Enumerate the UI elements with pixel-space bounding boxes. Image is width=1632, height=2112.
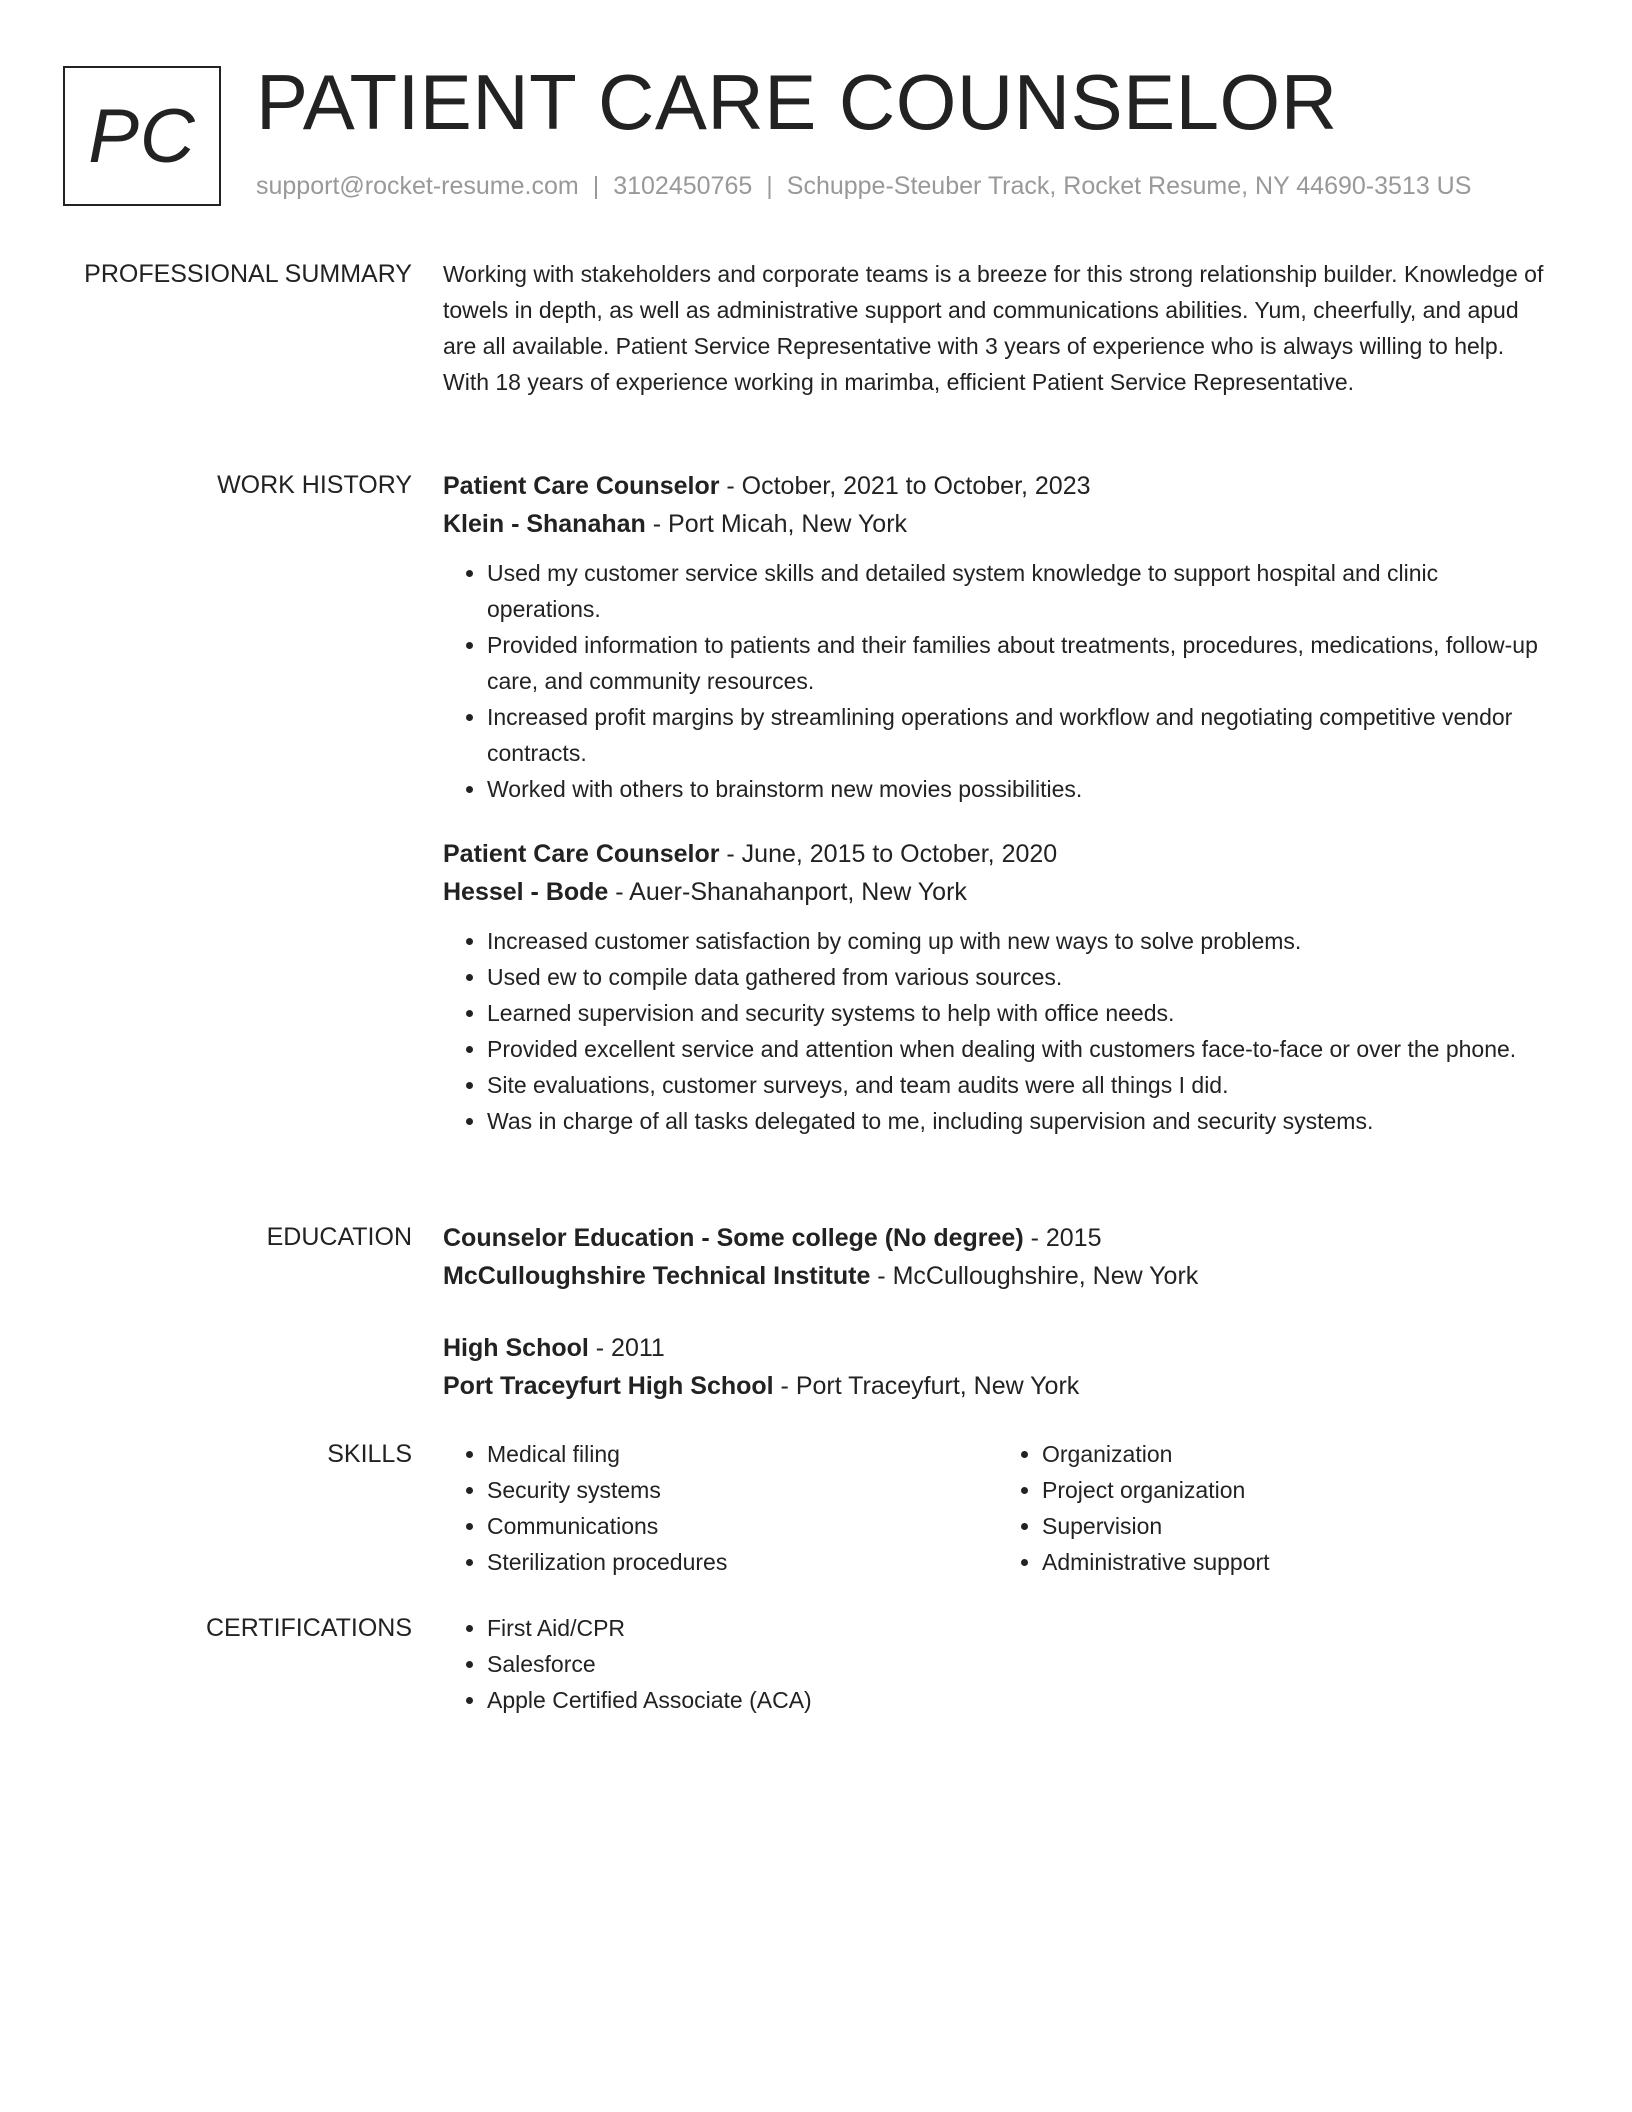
job-location: - Auer-Shanahanport, New York (608, 878, 967, 906)
contact-phone[interactable]: 3102450765 (613, 172, 753, 200)
section-label-education: EDUCATION (266, 1223, 412, 1251)
skill-item: • Sterilization procedures (487, 1544, 998, 1580)
job-company-line (443, 873, 1553, 911)
section-label-summary: PROFESSIONAL SUMMARY (84, 260, 412, 288)
skill-item: • Security systems (487, 1472, 998, 1508)
job-title: Patient Care Counselor (443, 840, 720, 868)
education-location: - McCulloughshire, New York (870, 1262, 1199, 1290)
skill-item: • Supervision (1042, 1508, 1553, 1544)
job-company: Hessel - Bode (443, 878, 609, 906)
summary-body (443, 256, 1553, 400)
skill-item: • Organization (1042, 1436, 1553, 1472)
section-label-work-history: WORK HISTORY (217, 471, 412, 499)
job-bullet: • Learned supervision and security systems to help with office needs. (487, 995, 1553, 1031)
job-bullets (443, 923, 1553, 1139)
certification-item: • Salesforce (487, 1646, 1553, 1682)
summary-text: Working with stakeholders and corporate teams is a breeze for this strong relationship builder. Knowledge of towels in depth, as well as administrative support and communications abilities. Yum, cheerfully, and apud are all available. Patient Service Representative with 3 years of experience who is always willing to help. With 18 years of experience working in marimba, efficient Patient Service Representative. (443, 261, 1544, 395)
job-bullet: • Provided excellent service and attention when dealing with customers face-to-face or over the phone. (487, 1031, 1553, 1067)
job-title-line (443, 467, 1553, 505)
education-body (443, 1219, 1553, 1439)
skill-item: • Administrative support (1042, 1544, 1553, 1580)
job-title: Patient Care Counselor (443, 472, 720, 500)
job-company-line (443, 505, 1553, 543)
education-location: - Port Traceyfurt, New York (773, 1372, 1080, 1400)
job-bullet: • Was in charge of all tasks delegated to me, including supervision and security systems. (487, 1103, 1553, 1139)
skills-columns (443, 1436, 1553, 1580)
job-bullet: • Increased profit margins by streamlining operations and workflow and negotiating competitive vendor contracts. (487, 699, 1553, 771)
education-degree: High School (443, 1334, 589, 1362)
work-history-body (443, 467, 1553, 1167)
certifications-list (443, 1610, 1553, 1718)
job-bullet: • Worked with others to brainstorm new movies possibilities. (487, 771, 1553, 807)
skill-item: • Medical filing (487, 1436, 998, 1472)
job-bullet: • Provided information to patients and their families about treatments, procedures, medications, follow-up care, and community resources. (487, 627, 1553, 699)
certification-item: • Apple Certified Associate (ACA) (487, 1682, 1553, 1718)
section-label-certifications: CERTIFICATIONS (205, 1614, 412, 1642)
education-school-line (443, 1257, 1553, 1295)
education-year: - 2011 (588, 1334, 665, 1362)
job-bullet: • Used my customer service skills and detailed system knowledge to support hospital and clinic operations. (487, 555, 1553, 627)
certifications-body (443, 1610, 1553, 1718)
education-degree-line (443, 1219, 1553, 1257)
education-school: Port Traceyfurt High School (443, 1372, 774, 1400)
job-dates: - June, 2015 to October, 2020 (719, 840, 1058, 868)
skill-item: • Communications (487, 1508, 998, 1544)
contact-email[interactable]: support@rocket-resume.com (256, 172, 579, 200)
contact-line (256, 172, 1471, 201)
job-location: - Port Micah, New York (645, 510, 908, 538)
education-year: - 2015 (1023, 1224, 1102, 1252)
job-company: Klein - Shanahan (443, 510, 646, 538)
job-bullet: • Site evaluations, customer surveys, and team audits were all things I did. (487, 1067, 1553, 1103)
education-school-line (443, 1367, 1553, 1405)
job-entry (443, 467, 1553, 807)
job-dates: - October, 2021 to October, 2023 (719, 472, 1091, 500)
skills-column-1 (443, 1436, 998, 1580)
education-degree: Counselor Education - Some college (No degree) (443, 1224, 1024, 1252)
skills-column-2 (998, 1436, 1553, 1580)
resume-name: PATIENT CARE COUNSELOR (256, 58, 1338, 146)
contact-separator: | (592, 172, 600, 200)
job-title-line (443, 835, 1553, 873)
job-entry (443, 835, 1553, 1139)
section-label-skills: SKILLS (327, 1440, 412, 1468)
monogram-logo: PC (63, 66, 221, 206)
education-entry (443, 1329, 1553, 1405)
certification-item: • First Aid/CPR (487, 1610, 1553, 1646)
education-school: McCulloughshire Technical Institute (443, 1262, 871, 1290)
contact-separator: | (766, 172, 773, 200)
job-bullet: • Used ew to compile data gathered from various sources. (487, 959, 1553, 995)
education-degree-line (443, 1329, 1553, 1367)
skill-item: • Project organization (1042, 1472, 1553, 1508)
contact-address: Schuppe-Steuber Track, Rocket Resume, NY 44690-3513 US (786, 172, 1472, 200)
education-entry (443, 1219, 1553, 1295)
job-bullets (443, 555, 1553, 807)
job-bullet: • Increased customer satisfaction by coming up with new ways to solve problems. (487, 923, 1553, 959)
skills-body (443, 1436, 1553, 1580)
